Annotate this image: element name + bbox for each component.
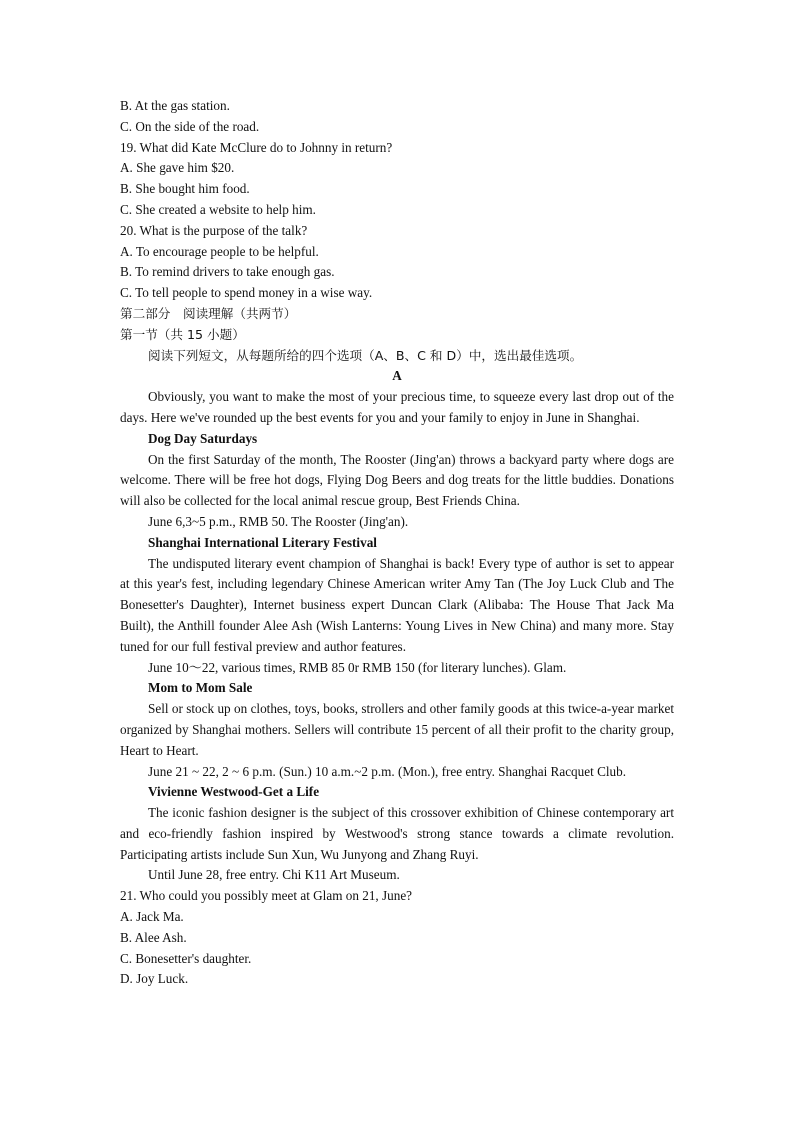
text-line: C. To tell people to spend money in a wise way.	[120, 285, 373, 301]
text-line: C. She created a website to help him.	[120, 201, 316, 217]
event-info: June 10～22, various times, RMB 85 0r RMB 150 (for literary lunches). Glam.	[148, 659, 567, 675]
event-literary-festival	[120, 533, 674, 679]
event-body: The iconic fashion designer is the subject of this crossover exhibition of Chinese contemporary art and eco-friendly fashion inspired by Westwood's strong stance towards a climate revolution. Participating artists include Sun Xun, Wu Junyong and Zhang Ruyi.	[120, 805, 674, 862]
answer-option: C. Bonesetter's daughter.	[120, 950, 252, 966]
answer-option: A. Jack Ma.	[120, 909, 184, 925]
part-title: 第二部分 阅读理解（共两节）	[120, 305, 297, 321]
event-body: Sell or stock up on clothes, toys, books, strollers and other family goods at this twice-a-year market organized by Shanghai mothers. Sellers will contribute 15 percent of all their profit to the charity group, Heart to Heart.	[120, 701, 674, 758]
answer-option: B. Alee Ash.	[120, 929, 187, 945]
event-title: Mom to Mom Sale	[148, 680, 253, 696]
event-westwood	[120, 782, 674, 886]
listening-options	[120, 96, 674, 304]
answer-option: D. Joy Luck.	[120, 971, 189, 987]
text-line: B. She bought him food.	[120, 181, 250, 197]
passage-intro: Obviously, you want to make the most of your precious time, to squeeze every last drop out of the days. Here we've rounded up the best events for you and your family to enjoy in June in Shanghai.	[120, 389, 674, 425]
event-title: Dog Day Saturdays	[148, 430, 258, 446]
event-title: Vivienne Westwood-Get a Life	[148, 784, 320, 800]
instruction: 阅读下列短文，从每题所给的四个选项（A、B、C 和 D）中，选出最佳选项。	[148, 347, 583, 363]
page-content	[120, 96, 674, 990]
event-body: The undisputed literary event champion of Shanghai is back! Every type of author is set to appear at this year's fest, including legendary Chinese American writer Amy Tan (The Joy Luck Club and The Bonesetter's Daughter), Internet business expert Duncan Clark (Alibaba: The House That Jack Ma Built), the Anthill founder Alee Ash (Wish Lanterns: Young Lives in New China) and many more. Stay tuned for our full festival preview and author features.	[120, 555, 674, 654]
question-stem: 21. Who could you possibly meet at Glam on 21, June?	[120, 888, 413, 904]
passage-letter: A	[392, 368, 402, 384]
event-mom-sale	[120, 678, 674, 782]
text-line: A. She gave him $20.	[120, 160, 235, 176]
text-line: A. To encourage people to be helpful.	[120, 243, 319, 259]
event-info: June 6,3~5 p.m., RMB 50. The Rooster (Jing'an).	[148, 513, 409, 529]
event-body: On the first Saturday of the month, The Rooster (Jing'an) throws a backyard party where dogs are welcome. There will be free hot dogs, Flying Dog Beers and dog treats for the little buddies. Donations will also be collected for the local animal rescue group, Best Friends China.	[120, 451, 674, 509]
question-21	[120, 886, 674, 990]
event-dog-day	[120, 429, 674, 533]
event-info: Until June 28, free entry. Chi K11 Art Museum.	[148, 867, 400, 883]
question-20: 20. What is the purpose of the talk?	[120, 222, 308, 238]
text-line: B. At the gas station.	[120, 98, 230, 113]
event-info: June 21 ~ 22, 2 ~ 6 p.m. (Sun.) 10 a.m.~2 p.m. (Mon.), free entry. Shanghai Racquet Club.	[148, 763, 627, 779]
section-title: 第一节（共 15 小题）	[120, 326, 245, 342]
text-line: C. On the side of the road.	[120, 118, 260, 134]
text-line: B. To remind drivers to take enough gas.	[120, 264, 335, 280]
event-title: Shanghai International Literary Festival	[148, 534, 377, 550]
question-19: 19. What did Kate McClure do to Johnny in return?	[120, 139, 393, 155]
